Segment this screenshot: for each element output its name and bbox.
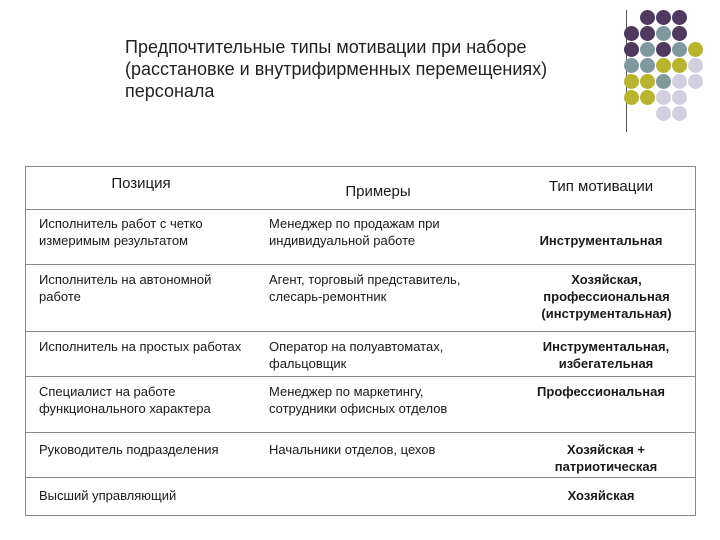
decor-dot [640,58,655,73]
decor-dot [672,42,687,57]
table-cell-motivation: Профессиональная [537,384,665,399]
table-cell-position: Исполнитель на автономной работе [39,272,212,304]
table-cell-examples: Начальники отделов, цехов [269,442,436,457]
table-cell-motivation: Хозяйская, профессиональная (инструментальная) [541,272,672,321]
decor-dot [672,58,687,73]
decor-dot [640,26,655,41]
table-cell-examples: Менеджер по маркетингу, сотрудники офисных отделов [269,384,448,416]
decor-dot [656,10,671,25]
decor-dot [672,74,687,89]
decor-dot [624,26,639,41]
decor-dot [672,90,687,105]
decor-dot [656,74,671,89]
decor-dot [624,58,639,73]
table-cell-motivation: Инструментальная, избегательная [542,339,670,371]
row-divider [26,376,695,377]
page-title [125,36,615,102]
motivation-table [25,166,696,516]
decor-dot [656,106,671,121]
table-cell-position: Руководитель подразделения [39,442,219,457]
row-divider [26,432,695,433]
table-cell-motivation: Хозяйская + патриотическая [554,442,658,474]
row-divider [26,209,695,210]
header-motivation: Тип мотивации [548,178,654,195]
decor-dot [624,90,639,105]
decor-dot [640,10,655,25]
header-position: Позиция [111,175,171,192]
decor-dot [656,58,671,73]
decor-dot [672,10,687,25]
decor-dot [688,58,703,73]
title-line-2: (расстановке и внутрифирменных перемещениях) [125,59,548,79]
table-cell-examples: Агент, торговый представитель, слесарь-ремонтник [269,272,461,304]
decor-dot [672,106,687,121]
row-divider [26,477,695,478]
table-cell-position: Высший управляющий [39,488,177,503]
table-cell-position: Специалист на работе функционального характера [39,384,211,416]
row-divider [26,331,695,332]
decor-dot [656,26,671,41]
decor-dot [624,42,639,57]
table-cell-position: Исполнитель на простых работах [39,339,242,354]
header-examples: Примеры [345,183,411,200]
decor-dot [640,74,655,89]
decor-dot [656,90,671,105]
table-cell-motivation: Инструментальная [539,233,663,248]
table-cell-position: Исполнитель работ с четко измеримым результатом [39,216,203,248]
table-cell-examples: Оператор на полуавтоматах, фальцовщик [269,339,444,371]
decor-dot [688,74,703,89]
title-line-3: персонала [125,81,215,101]
table-cell-examples: Менеджер по продажам при индивидуальной работе [269,216,440,248]
row-divider [26,264,695,265]
title-line-1: Предпочтительные типы мотивации при наборе [125,37,527,57]
table-cell-motivation: Хозяйская [567,488,635,503]
decor-dot [640,42,655,57]
decor-dot [672,26,687,41]
decor-dot [688,42,703,57]
decor-dot [640,90,655,105]
decor-dot [624,74,639,89]
decorative-dot-grid [633,8,713,118]
decor-dot [656,42,671,57]
